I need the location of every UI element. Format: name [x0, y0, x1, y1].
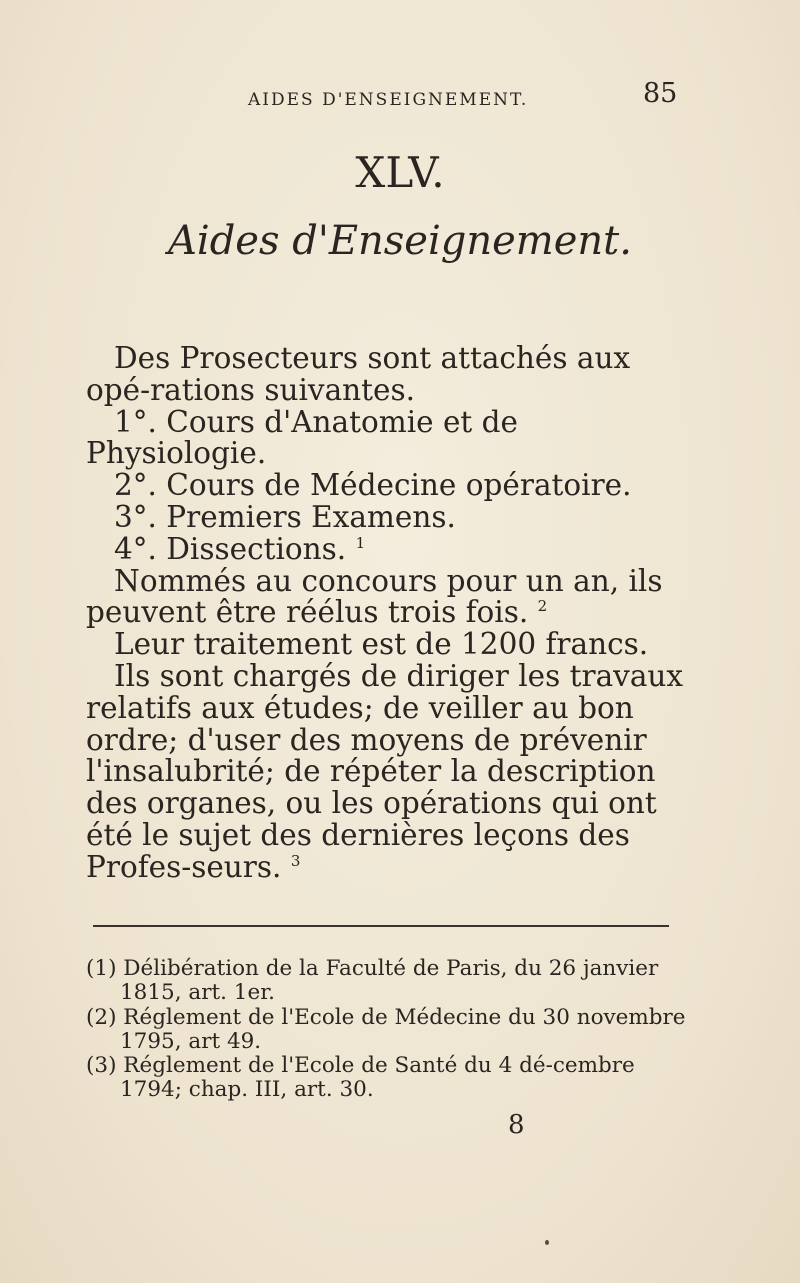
- paragraph: [86, 658, 686, 884]
- paragraph: Leur traitement est de 1200 francs.: [114, 627, 649, 662]
- list-item: 1°. Cours d'Anatomie et de Physiologie.: [86, 404, 518, 471]
- paragraph-text: Ils sont chargés de diriger les travaux relatifs aux études; de veiller au bon ordre; d'user des moyens de prévenir l'insalubrité; de répéter la description des organes, ou les opérations qui ont été le sujet des dernières leçons des Profes-seurs.: [86, 658, 684, 884]
- footnote-mark: 2: [537, 597, 548, 616]
- footnote: (1) Délibération de la Faculté de Paris, du 26 janvier 1815, art. 1er.: [86, 956, 659, 1006]
- paragraph: Des Prosecteurs sont attachés aux opé-rations suivantes.: [86, 341, 631, 407]
- section-number: XLV.: [355, 148, 445, 197]
- ink-speck: [545, 1240, 549, 1245]
- footnotes: [86, 957, 686, 1103]
- footnote: (3) Réglement de l'Ecole de Santé du 4 dé-cembre 1794; chap. III, art. 30.: [86, 1053, 635, 1103]
- paragraph-text: Nommés au concours pour un an, ils peuvent être réélus trois fois.: [86, 563, 663, 630]
- list-item: 3°. Premiers Examens.: [114, 499, 456, 534]
- footnote-mark: 3: [290, 851, 301, 870]
- paragraph: [86, 563, 686, 630]
- running-head: AIDES D'ENSEIGNEMENT.: [248, 90, 529, 110]
- signature-mark: 8: [508, 1110, 525, 1140]
- section-title: Aides d'Enseignement.: [168, 218, 632, 264]
- list-item: 2°. Cours de Médecine opératoire.: [114, 468, 632, 503]
- footnote-rule: [93, 925, 669, 927]
- list-item: [86, 531, 686, 566]
- list-item-text: 4°. Dissections.: [114, 531, 347, 566]
- footnote: (2) Réglement de l'Ecole de Médecine du 30 novembre 1795, art 49.: [86, 1004, 686, 1054]
- footnote-mark: 1: [355, 533, 366, 552]
- page-number: 85: [643, 78, 678, 109]
- body-text: [86, 343, 686, 884]
